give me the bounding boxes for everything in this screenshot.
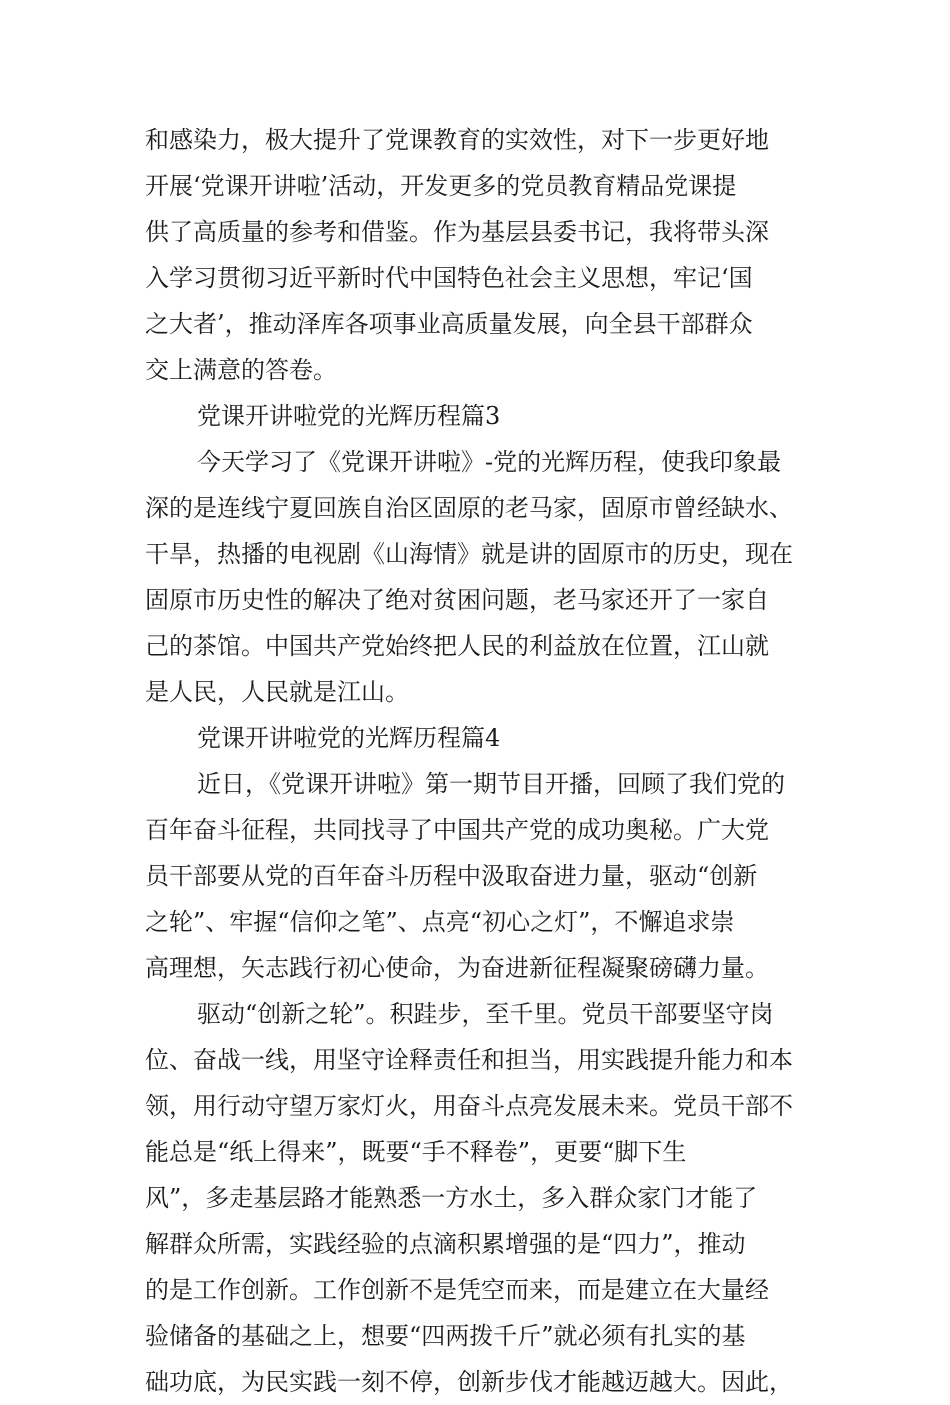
text-line: 领，用行动守望万家灯火，用奋斗点亮发展未来。党员干部不 <box>145 1092 793 1120</box>
text-line: 之轮”、牢握“信仰之笔”、点亮“初心之灯”，不懈追求崇 <box>145 908 735 936</box>
text-line: 干旱，热播的电视剧《山海情》就是讲的固原市的历史，现在 <box>145 540 793 568</box>
text-line: 风”，多走基层路才能熟悉一方水土，多入群众家门才能了 <box>145 1184 758 1212</box>
text-line: 驱动“创新之轮”。积跬步，至千里。党员干部要坚守岗 <box>197 1000 774 1028</box>
document-body <box>145 117 815 1405</box>
text-line: 位、奋战一线，用坚守诠释责任和担当，用实践提升能力和本 <box>145 1046 793 1074</box>
text-line: 高理想，矢志践行初心使命，为奋进新征程凝聚磅礴力量。 <box>145 954 769 982</box>
text-line: 础功底，为民实践一刻不停，创新步伐才能越迈越大。因此， <box>145 1368 793 1396</box>
text-line: 入学习贯彻习近平新时代中国特色社会主义思想，牢记‘国 <box>145 264 753 292</box>
text-line: 今天学习了《党课开讲啦》-党的光辉历程，使我印象最 <box>197 448 782 476</box>
text-line: 是人民，人民就是江山。 <box>145 678 409 706</box>
text-line: 验储备的基础之上，想要“四两拨千斤”就必须有扎实的基 <box>145 1322 746 1350</box>
text-line: 交上满意的答卷。 <box>145 356 337 384</box>
section-heading: 党课开讲啦党的光辉历程篇3 <box>197 402 501 430</box>
text-line: 固原市历史性的解决了绝对贫困问题，老马家还开了一家自 <box>145 586 769 614</box>
section-heading: 党课开讲啦党的光辉历程篇4 <box>197 724 501 752</box>
text-line: 己的茶馆。中国共产党始终把人民的利益放在位置，江山就 <box>145 632 769 660</box>
text-line: 供了高质量的参考和借鉴。作为基层县委书记，我将带头深 <box>145 218 769 246</box>
text-line: 员干部要从党的百年奋斗历程中汲取奋进力量，驱动“创新 <box>145 862 758 890</box>
text-line: 和感染力，极大提升了党课教育的实效性，对下一步更好地 <box>145 126 769 154</box>
text-line: 深的是连线宁夏回族自治区固原的老马家，固原市曾经缺水、 <box>145 494 793 522</box>
text-line: 百年奋斗征程，共同找寻了中国共产党的成功奥秘。广大党 <box>145 816 769 844</box>
text-line: 近日，《党课开讲啦》第一期节目开播，回顾了我们党的 <box>197 770 785 798</box>
text-line: 能总是“纸上得来”，既要“手不释卷”，更要“脚下生 <box>145 1138 687 1166</box>
text-line: 解群众所需，实践经验的点滴积累增强的是“四力”，推动 <box>145 1230 746 1258</box>
text-line: 的是工作创新。工作创新不是凭空而来，而是建立在大量经 <box>145 1276 769 1304</box>
text-line: 之大者’，推动泽库各项事业高质量发展，向全县干部群众 <box>145 310 753 338</box>
text-line: 开展‘党课开讲啦’活动，开发更多的党员教育精品党课提 <box>145 172 737 200</box>
